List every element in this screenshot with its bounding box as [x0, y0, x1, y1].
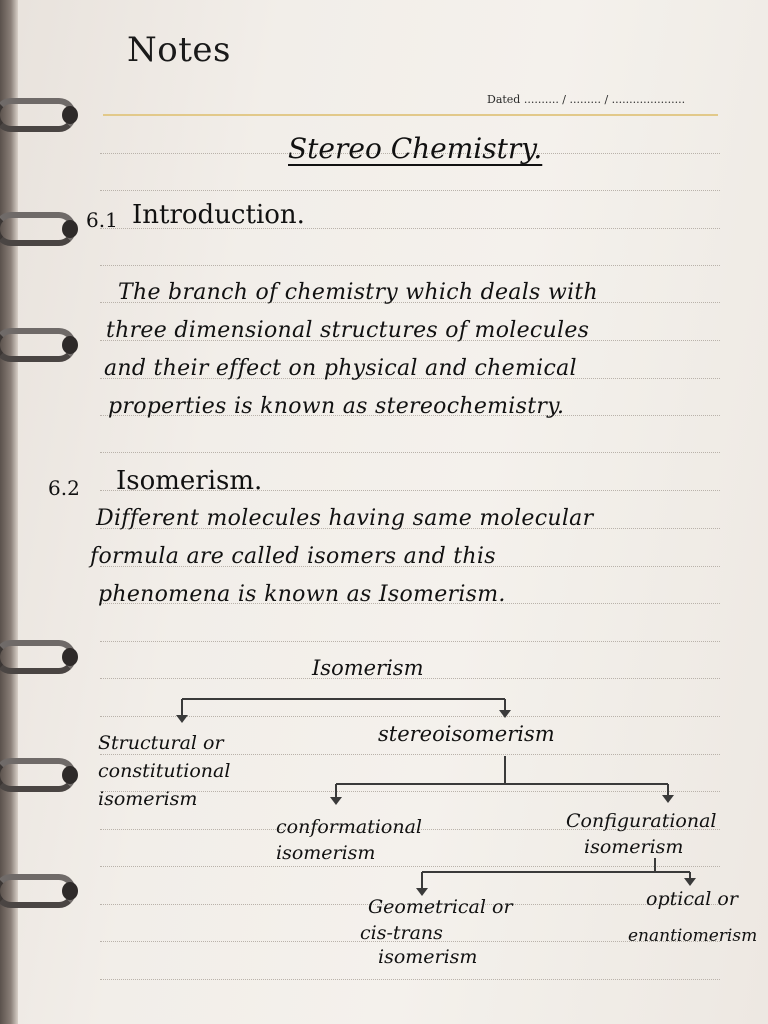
diagram-node-optical: optical or — [646, 888, 738, 910]
diagram-node-structural: constitutional — [98, 760, 231, 782]
note-title: Stereo Chemistry. — [288, 132, 543, 165]
diagram-node-geometrical: isomerism — [378, 946, 478, 968]
diagram-node-structural: Structural or — [98, 732, 224, 754]
diagram-node-optical: enantiomerism — [628, 926, 758, 946]
section-number: 6.1 — [86, 208, 118, 232]
paragraph-line: properties is known as stereochemistry. — [108, 394, 565, 419]
section-heading: Introduction. — [132, 200, 305, 230]
diagram-root: Isomerism — [312, 656, 424, 680]
diagram-node-conformational: isomerism — [276, 842, 376, 864]
paragraph-line: The branch of chemistry which deals with — [118, 280, 599, 305]
diagram-node-configurational: isomerism — [584, 836, 684, 858]
diagram-node-configurational: Configurational — [566, 810, 717, 832]
diagram-node-structural: isomerism — [98, 788, 198, 810]
diagram-node-geometrical: Geometrical or — [368, 896, 513, 918]
paragraph-line: phenomena is known as Isomerism. — [98, 582, 506, 607]
diagram-node-geometrical: cis-trans — [360, 922, 443, 944]
paragraph-line: three dimensional structures of molecules — [106, 318, 590, 343]
paragraph-line: formula are called isomers and this — [90, 544, 496, 569]
paragraph-line: Different molecules having same molecular — [96, 506, 594, 531]
page-title: Notes — [127, 30, 231, 70]
paragraph-line: and their effect on physical and chemical — [104, 356, 577, 381]
section-heading: Isomerism. — [116, 466, 263, 496]
dated-field: Dated .......... / ......... / ..................... — [487, 93, 686, 106]
section-number: 6.2 — [48, 476, 80, 500]
diagram-node-stereo: stereoisomerism — [378, 722, 555, 746]
diagram-node-conformational: conformational — [276, 816, 423, 838]
